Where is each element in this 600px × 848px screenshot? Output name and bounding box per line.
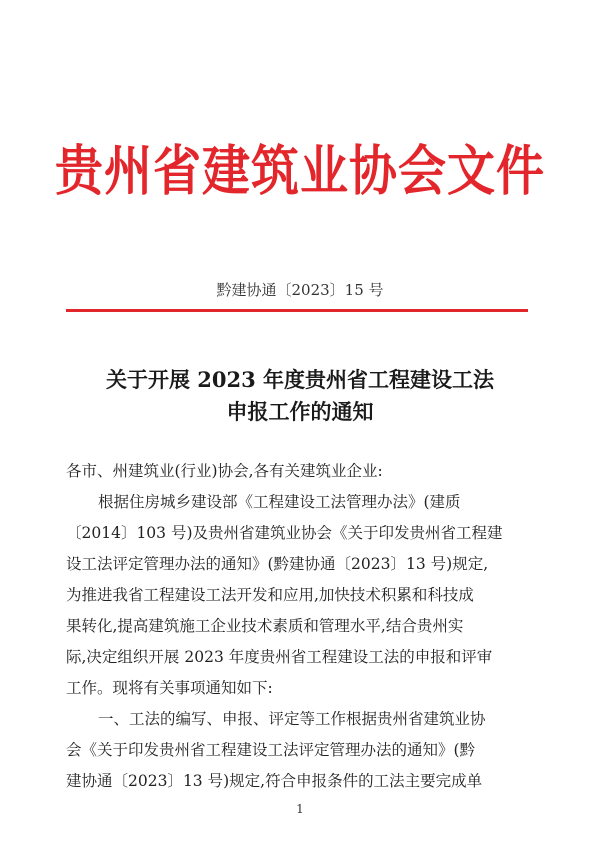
paragraph-line: 一、工法的编写、申报、评定等工作根据贵州省建筑业协 xyxy=(98,710,486,728)
paragraph-line: 〔2014〕103 号)及贵州省建筑业协会《关于印发贵州省工程建 xyxy=(66,524,503,542)
paragraph-1 xyxy=(66,487,530,704)
paragraph-line: 为推进我省工程建设工法开发和应用,加快技术积累和科技成 xyxy=(66,586,474,604)
paragraph-line: 设工法评定管理办法的通知》(黔建协通〔2023〕13 号)规定, xyxy=(66,555,489,573)
paragraph-line: 果转化,提高建筑施工企业技术素质和管理水平,结合贵州实 xyxy=(66,617,464,635)
page-number: 1 xyxy=(296,802,304,816)
red-divider-line xyxy=(66,309,528,312)
paragraph-2 xyxy=(66,704,530,797)
paragraph-line: 际,决定组织开展 2023 年度贵州省工程建设工法的申报和评审 xyxy=(66,648,493,666)
document-body xyxy=(66,456,530,797)
paragraph-line: 工作。现将有关事项通知如下: xyxy=(66,679,273,697)
salutation: 各市、州建筑业(行业)协会,各有关建筑业企业: xyxy=(66,462,383,480)
paragraph-line: 会《关于印发贵州省工程建设工法评定管理办法的通知》(黔 xyxy=(66,741,476,759)
paragraph-line: 建协通〔2023〕13 号)规定,符合申报条件的工法主要完成单 xyxy=(66,772,483,790)
document-number: 黔建协通〔2023〕15 号 xyxy=(216,281,384,299)
title-line: 申报工作的通知 xyxy=(226,399,374,424)
notice-title xyxy=(0,364,600,428)
masthead-title: 贵州省建筑业协会文件 xyxy=(54,140,545,204)
title-line: 关于开展 2023 年度贵州省工程建设工法 xyxy=(105,367,495,392)
paragraph-line: 根据住房城乡建设部《工程建设工法管理办法》(建质 xyxy=(98,493,461,511)
